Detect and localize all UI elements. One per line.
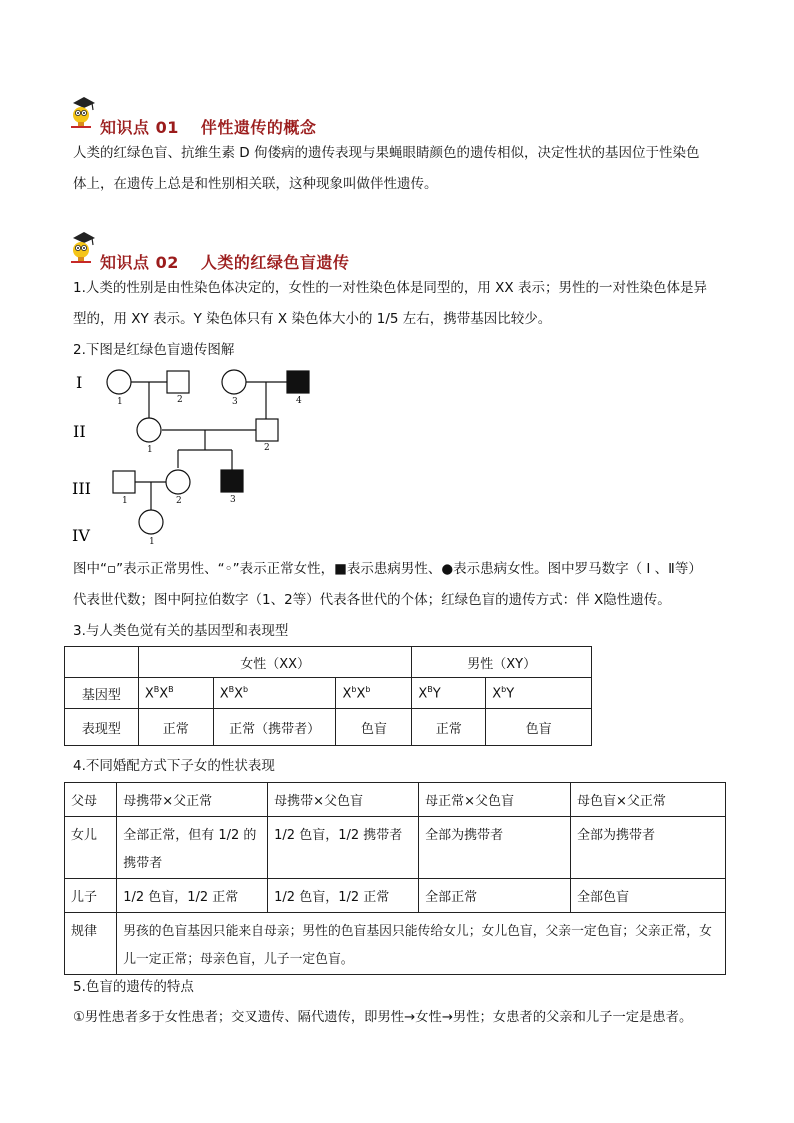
phenotype-cell: 色盲 <box>486 709 592 746</box>
table-cell: 1/2 色盲，1/2 正常 <box>268 879 419 913</box>
table-cell: 女儿 <box>65 817 117 879</box>
phenotype-cell: 正常 <box>138 709 213 746</box>
section1-body-line2: 体上，在遗传上总是和性别相关联，这种现象叫做伴性遗传。 <box>73 176 438 192</box>
num-label: 4 <box>296 396 302 406</box>
gen1-individual-3 <box>222 370 246 394</box>
gen3-individual-2 <box>166 470 190 494</box>
section1-label: 知识点 01 <box>100 118 179 137</box>
genotype-cell: $X^bY$ <box>486 678 592 709</box>
table-cell: 母正常×父色盲 <box>419 783 571 817</box>
table-cell: 母色盲×父正常 <box>571 783 726 817</box>
genotype-cell: $X^BX^B$ <box>138 678 213 709</box>
table-cell: 全部色盲 <box>571 879 726 913</box>
table-cell: 母携带×父正常 <box>117 783 268 817</box>
section2-p1-line1: 1.人类的性别是由性染色体决定的，女性的一对性染色体是同型的，用 XX 表示；男性的一对性染色体是异 <box>73 280 707 296</box>
marriage-offspring-table <box>64 782 726 975</box>
gen2-individual-2 <box>256 419 278 441</box>
table-cell: 1/2 色盲，1/2 携带者 <box>268 817 419 879</box>
section2-label: 知识点 02 <box>100 253 179 272</box>
gen3-individual-1 <box>113 471 135 493</box>
num-label: 1 <box>147 445 153 455</box>
num-label: 1 <box>149 537 155 547</box>
table-cell: 全部正常，但有 1/2 的携带者 <box>117 817 268 879</box>
gen-label-3: III <box>72 479 91 498</box>
section2-p1-line2: 型的，用 XY 表示。Y 染色体只有 X 染色体大小的 1/5 左右，携带基因比较少。 <box>73 311 552 327</box>
phenotype-cell: 正常（携带者） <box>213 709 336 746</box>
rule-text-cell <box>117 913 726 975</box>
table-cell: 1/2 色盲，1/2 正常 <box>117 879 268 913</box>
genotype-cell: $X^BY$ <box>412 678 486 709</box>
num-label: 2 <box>264 443 270 453</box>
gen2-individual-1 <box>137 418 161 442</box>
gen-label-4: IV <box>72 526 90 545</box>
table-cell: 父母 <box>65 783 117 817</box>
rule-line1: 男孩的色盲基因只能来自母亲；男性的色盲基因只能传给女儿；女儿色盲，父亲一定色盲；父亲正常，女 <box>123 924 712 939</box>
gen-label-2: II <box>73 422 86 441</box>
gen4-individual-1 <box>139 510 163 534</box>
gen1-individual-2 <box>167 371 189 393</box>
genotype-phenotype-table <box>64 646 592 746</box>
num-label: 3 <box>232 397 238 407</box>
num-label: 1 <box>117 397 123 407</box>
genotype-cell: $X^bX^b$ <box>336 678 412 709</box>
section1-title: 伴性遗传的概念 <box>200 118 317 137</box>
section1-body-line1: 人类的红绿色盲、抗维生素 D 佝偻病的遗传表现与果蝇眼睛颜色的遗传相似，决定性状的基因位于性染色 <box>73 145 700 161</box>
male-header: 男性（XY） <box>412 647 592 678</box>
num-label: 2 <box>176 496 182 506</box>
section2-p5-body: ①男性患者多于女性患者；交叉遗传、隔代遗传，即男性→女性→男性；女患者的父亲和儿子一定是患者。 <box>73 1010 693 1025</box>
scholar-owl-icon <box>70 231 96 265</box>
table-cell: 全部为携带者 <box>571 817 726 879</box>
gen1-individual-1 <box>107 370 131 394</box>
scholar-owl-icon <box>70 96 96 130</box>
gen1-individual-4 <box>287 371 309 393</box>
section2-title: 人类的红绿色盲遗传 <box>200 253 350 272</box>
table-cell: 全部为携带者 <box>419 817 571 879</box>
section2-p3: 3.与人类色觉有关的基因型和表现型 <box>73 623 289 639</box>
genotype-cell: $X^BX^b$ <box>213 678 336 709</box>
table-corner-cell <box>65 647 139 678</box>
section2-p5: 5.色盲的遗传的特点 <box>73 979 194 995</box>
pedigree-diagram <box>60 362 360 552</box>
phenotype-cell: 色盲 <box>336 709 412 746</box>
female-header: 女性（XX） <box>138 647 412 678</box>
phenotype-row-label: 表现型 <box>65 709 139 746</box>
table-cell: 全部正常 <box>419 879 571 913</box>
gen3-individual-3 <box>221 470 243 492</box>
num-label: 1 <box>122 496 128 506</box>
num-label: 2 <box>177 395 183 405</box>
pedigree-legend-line1: 图中“▫”表示正常男性、“◦”表示正常女性，■表示患病男性、●表示患病女性。图中罗马数字（ Ⅰ 、Ⅱ等） <box>73 561 702 577</box>
section2-p2: 2.下图是红绿色盲遗传图解 <box>73 342 235 358</box>
pedigree-legend-line2: 代表世代数；图中阿拉伯数字（1、2等）代表各世代的个体；红绿色盲的遗传方式：伴 X隐性遗传。 <box>73 592 671 608</box>
table-cell: 儿子 <box>65 879 117 913</box>
num-label: 3 <box>230 495 236 505</box>
section2-p4: 4.不同婚配方式下子女的性状表现 <box>73 758 275 774</box>
rule-line2: 儿一定正常；母亲色盲，儿子一定色盲。 <box>123 952 354 967</box>
gen-label-1: I <box>76 373 83 392</box>
phenotype-cell: 正常 <box>412 709 486 746</box>
rule-row-label: 规律 <box>65 913 117 975</box>
genotype-row-label: 基因型 <box>65 678 139 709</box>
table-cell: 母携带×父色盲 <box>268 783 419 817</box>
